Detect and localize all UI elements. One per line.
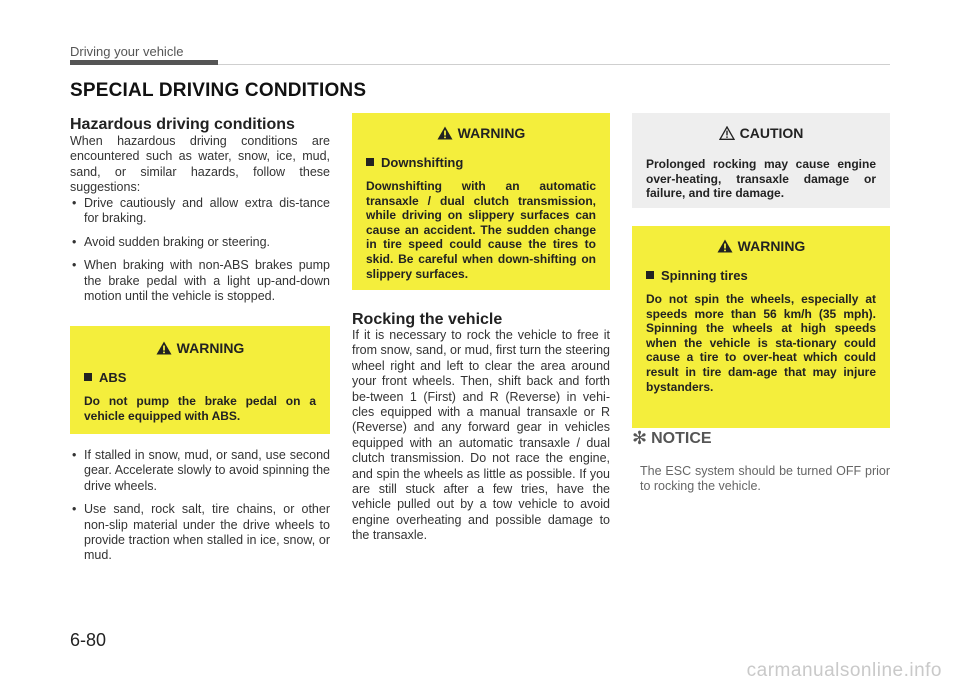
page-title: SPECIAL DRIVING CONDITIONS	[70, 80, 367, 101]
warning-triangle-icon	[156, 341, 172, 355]
notice-star-icon: ✻	[632, 428, 648, 448]
warning-body: Do not pump the brake pedal on a vehicle equipped with ABS.	[84, 394, 316, 423]
caution-title: CAUTION	[646, 123, 876, 143]
warning-box-downshifting	[352, 113, 610, 290]
warning-box-abs	[70, 326, 330, 434]
square-bullet-icon	[366, 158, 374, 166]
list-item: • If stalled in snow, mud, or sand, use second gear. Accelerate slowly to avoid spinning the drive wheels.	[72, 448, 330, 493]
caution-box	[632, 113, 890, 208]
warning-body: Do not spin the wheels, especially at speeds more than 56 km/h (35 mph). Spinning the wheels at high speeds when the vehicle is sta-tionary could cause a tire to over-heat which could result in tire dam-age that may injure bystanders.	[646, 292, 876, 394]
warning-title: WARNING	[366, 123, 596, 143]
hazardous-intro: When hazardous driving conditions are encountered such as water, snow, ice, mud, sand, or similar hazards, follow these suggestions:	[70, 134, 330, 195]
header-rule	[218, 64, 890, 65]
list-item: • Avoid sudden braking or steering.	[72, 234, 270, 249]
square-bullet-icon	[84, 373, 92, 381]
warning-body: Downshifting with an automatic transaxle / dual clutch transmission, while driving on slippery surfaces can cause an accident. The sudden change in tire speed could cause the tires to skid. Be careful when down-shifting on slippery surfaces.	[366, 179, 596, 281]
page-number: 6-80	[70, 630, 107, 650]
list-item: • Use sand, rock salt, tire chains, or other non-slip material under the drive wheels to provide traction when stalled in ice, snow, or mud.	[72, 502, 330, 563]
rocking-body: If it is necessary to rock the vehicle to free it from snow, sand, or mud, first turn the steering wheel right and left to clear the area around your front wheels. Then, shift back and forth be-tween 1 (First) and R (Reverse) in vehi-cles equipped with a manual transaxle or R (Reverse) and any forward gear in vehicles equipped with an automatic transaxle / dual clutch transmission. Do not race the engine, and spin the wheels as little as possible. If you are still stuck after a few tries, have the vehicle pulled out by a tow vehicle to avoid engine overheating and possible damage to the transaxle.	[352, 328, 610, 543]
header-bar	[70, 60, 218, 65]
caution-triangle-icon	[719, 126, 735, 140]
notice-title: ✻ NOTICE	[632, 428, 712, 448]
warning-box-spinning	[632, 226, 890, 428]
section-label: Driving your vehicle	[70, 44, 184, 59]
warning-triangle-icon	[717, 239, 733, 253]
warning-subtitle: Spinning tires	[646, 266, 876, 284]
warning-subtitle: Downshifting	[366, 153, 596, 171]
hazard-tips-list-b	[70, 448, 330, 572]
list-item: • Drive cautiously and allow extra dis-tance for braking.	[72, 196, 330, 226]
hazard-tips-list-a	[70, 196, 330, 312]
notice-body: The ESC system should be turned OFF prior to rocking the vehicle.	[640, 464, 890, 494]
list-item: • When braking with non-ABS brakes pump the brake pedal with a light up-and-down motion until the vehicle is stopped.	[72, 258, 330, 304]
heading-hazardous: Hazardous driving conditions	[70, 116, 295, 133]
warning-subtitle: ABS	[84, 368, 316, 386]
warning-title: WARNING	[84, 338, 316, 358]
watermark: carmanualsonline.info	[746, 660, 942, 681]
caution-body: Prolonged rocking may cause engine over-heating, transaxle damage or failure, and tire damage.	[646, 157, 876, 201]
warning-title: WARNING	[646, 236, 876, 256]
warning-triangle-icon	[437, 126, 453, 140]
square-bullet-icon	[646, 271, 654, 279]
heading-rocking: Rocking the vehicle	[352, 311, 503, 328]
